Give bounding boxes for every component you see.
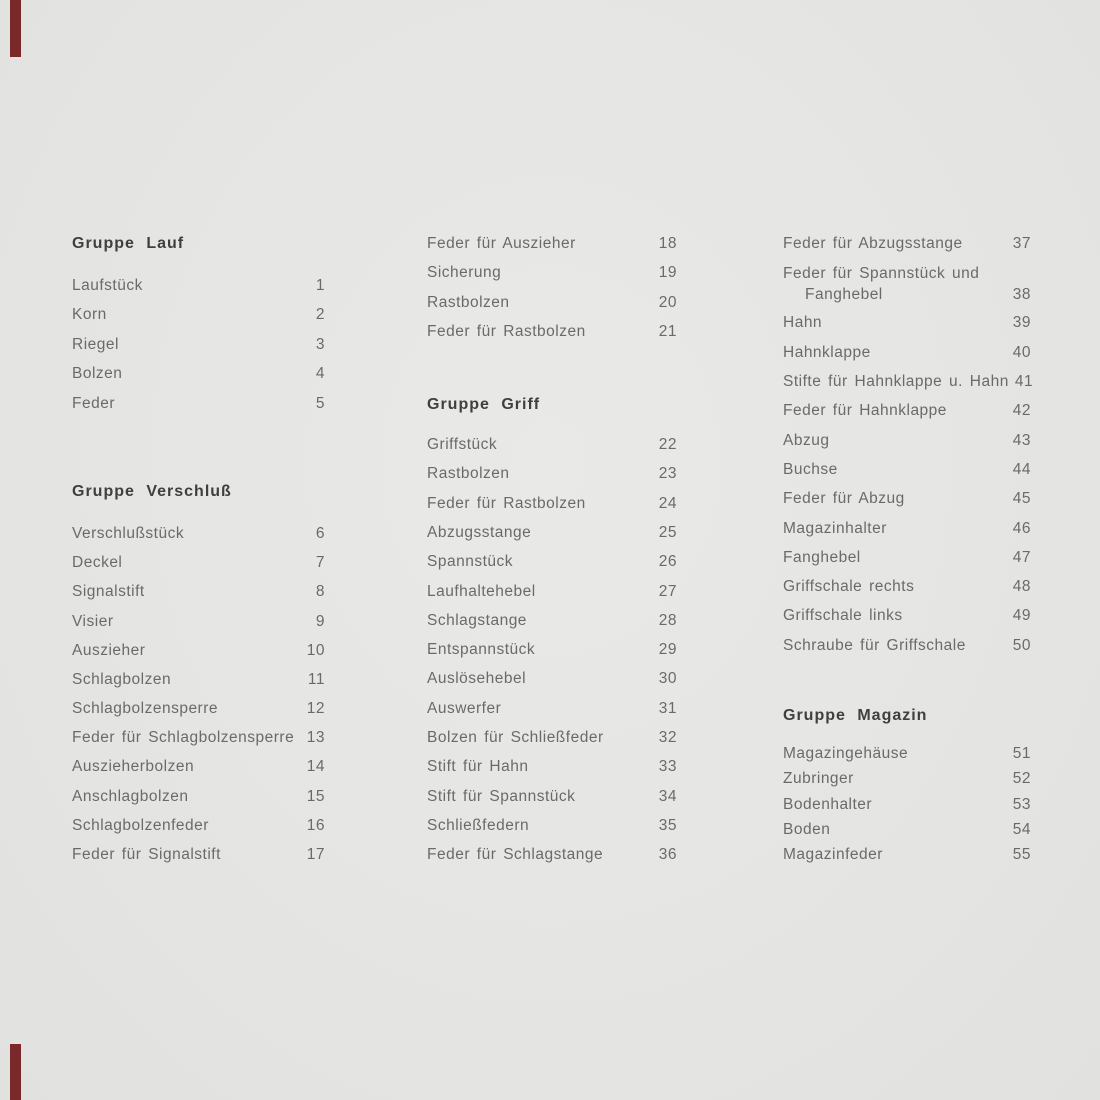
parts-row	[783, 426, 1031, 455]
parts-row	[427, 635, 677, 664]
part-number: 15	[306, 787, 325, 805]
part-label: Griffschale rechts	[783, 578, 915, 596]
part-label: Feder für Abzugsstange	[783, 234, 963, 252]
part-number: 51	[1012, 745, 1031, 763]
part-number: 35	[658, 816, 677, 834]
part-label: Feder für Hahnklappe	[783, 402, 947, 420]
group-items	[427, 430, 677, 869]
part-label: Schlagbolzenfeder	[72, 816, 209, 834]
part-number: 5	[315, 394, 325, 412]
group-items	[427, 229, 677, 346]
parts-row	[427, 259, 677, 288]
part-label: Buchse	[783, 460, 838, 478]
part-label: Fanghebel	[805, 285, 883, 303]
part-number: 34	[658, 787, 677, 805]
part-number: 46	[1012, 519, 1031, 537]
part-number: 44	[1012, 460, 1031, 478]
part-label: Rastbolzen	[427, 293, 510, 311]
part-label: Stift für Hahn	[427, 758, 529, 776]
part-number: 38	[1012, 285, 1031, 303]
part-number: 11	[307, 670, 325, 688]
group-title: Gruppe Magazin	[783, 707, 928, 724]
part-number: 49	[1012, 607, 1031, 625]
parts-row	[72, 519, 325, 548]
part-label: Deckel	[72, 554, 123, 572]
part-number: 18	[658, 234, 677, 252]
part-number: 36	[658, 846, 677, 864]
parts-row	[427, 518, 677, 547]
red-edge-mark-bottom	[10, 1044, 21, 1100]
part-number: 29	[658, 641, 677, 659]
part-number: 54	[1012, 820, 1031, 838]
part-number: 19	[658, 264, 677, 282]
part-number: 39	[1012, 314, 1031, 332]
part-label: Fanghebel	[783, 548, 861, 566]
parts-row	[72, 665, 325, 694]
parts-row	[783, 514, 1031, 543]
parts-row	[783, 455, 1031, 484]
parts-row	[72, 360, 325, 390]
group-title: Gruppe Verschluß	[72, 483, 232, 500]
part-number: 26	[658, 553, 677, 571]
part-number: 37	[1012, 234, 1031, 252]
part-number: 32	[658, 729, 677, 746]
part-label: Stifte für Hahnklappe u. Hahn	[783, 373, 1009, 391]
part-number: 20	[658, 293, 677, 311]
parts-row	[427, 548, 677, 577]
parts-row	[72, 607, 325, 636]
part-number: 14	[306, 758, 325, 776]
part-label: Auslösehebel	[427, 670, 527, 688]
parts-row	[427, 723, 677, 752]
parts-row	[427, 577, 677, 606]
parts-row	[427, 489, 677, 518]
parts-row	[72, 724, 325, 753]
part-label: Hahnklappe	[783, 343, 871, 361]
parts-row	[72, 549, 325, 578]
parts-row	[783, 817, 1031, 842]
part-label: Magazinhalter	[783, 519, 887, 537]
parts-row	[427, 665, 677, 694]
part-number: 33	[658, 758, 677, 776]
part-number: 43	[1012, 431, 1031, 449]
part-label: Schließfedern	[427, 816, 530, 834]
part-label: Abzugsstange	[427, 523, 532, 541]
part-number: 17	[306, 846, 325, 864]
parts-row	[72, 840, 325, 869]
column-lauf-verschluss	[72, 0, 325, 1100]
parts-row	[72, 753, 325, 782]
part-label: Boden	[783, 820, 831, 838]
parts-row	[427, 841, 677, 870]
part-number: 9	[315, 612, 325, 630]
part-label: Riegel	[72, 335, 119, 353]
parts-row	[783, 602, 1031, 631]
parts-row	[783, 631, 1031, 660]
part-label: Anschlagbolzen	[72, 787, 189, 805]
part-number: 16	[306, 816, 325, 834]
parts-row	[427, 753, 677, 782]
parts-row	[72, 811, 325, 840]
part-number: 21	[658, 323, 677, 340]
part-label: Feder für Spannstück und	[783, 264, 980, 282]
part-label: Rastbolzen	[427, 465, 510, 483]
part-label: Bolzen für Schließfeder	[427, 729, 604, 746]
part-label: Feder für Auszieher	[427, 234, 576, 252]
column-verschluss-griff	[427, 0, 677, 1100]
parts-row	[783, 485, 1031, 514]
part-label: Entspannstück	[427, 641, 536, 659]
part-label: Feder für Rastbolzen	[427, 494, 586, 512]
part-label: Visier	[72, 612, 114, 630]
parts-row	[72, 636, 325, 665]
part-label: Feder für Schlagstange	[427, 846, 604, 864]
part-number: 6	[315, 524, 325, 542]
part-number: 50	[1012, 636, 1031, 654]
part-label: Auszieherbolzen	[72, 758, 195, 776]
part-label: Laufstück	[72, 276, 143, 294]
part-label: Auszieher	[72, 641, 146, 659]
parts-row	[72, 578, 325, 607]
part-label: Schraube für Griffschale	[783, 636, 966, 654]
part-label: Feder	[72, 394, 115, 412]
part-number: 1	[315, 276, 325, 294]
part-label: Schlagstange	[427, 611, 527, 629]
part-number: 2	[315, 306, 325, 324]
part-number: 45	[1012, 490, 1031, 508]
group-items	[72, 271, 325, 419]
part-label: Feder für Rastbolzen	[427, 323, 586, 340]
parts-row	[783, 229, 1031, 258]
parts-row	[783, 543, 1031, 572]
parts-row	[427, 430, 677, 459]
part-number: 22	[658, 436, 677, 454]
part-number: 31	[658, 699, 677, 717]
part-label: Abzug	[783, 431, 830, 449]
parts-row	[783, 338, 1031, 367]
group-items	[72, 519, 325, 869]
parts-row	[72, 271, 325, 301]
parts-row	[783, 767, 1031, 792]
part-label: Feder für Abzug	[783, 490, 905, 508]
parts-row	[72, 782, 325, 811]
part-label: Stift für Spannstück	[427, 787, 576, 805]
part-number: 8	[315, 583, 325, 601]
part-label: Griffschale links	[783, 607, 903, 625]
part-label: Zubringer	[783, 770, 854, 788]
parts-row	[783, 259, 1031, 309]
parts-row	[427, 606, 677, 635]
part-number: 10	[306, 641, 325, 659]
part-label: Auswerfer	[427, 699, 502, 717]
part-label: Korn	[72, 306, 107, 324]
part-number: 55	[1012, 845, 1031, 863]
part-number: 48	[1012, 578, 1031, 596]
part-label: Signalstift	[72, 583, 145, 601]
parts-row	[783, 309, 1031, 338]
column-griff-magazin	[783, 0, 1034, 1100]
part-number: 4	[315, 365, 325, 383]
part-label: Verschlußstück	[72, 524, 185, 542]
part-label: Bolzen	[72, 365, 123, 383]
part-label: Bodenhalter	[783, 795, 873, 813]
part-number: 23	[658, 465, 677, 483]
part-label: Laufhaltehebel	[427, 582, 536, 600]
part-label: Spannstück	[427, 553, 513, 571]
part-label: Feder für Signalstift	[72, 846, 221, 864]
part-number: 13	[306, 729, 325, 747]
parts-row	[72, 330, 325, 360]
part-number: 40	[1012, 343, 1031, 361]
part-label: Schlagbolzen	[72, 670, 172, 688]
part-label: Sicherung	[427, 264, 502, 282]
part-number: 30	[658, 670, 677, 688]
part-label: Griffstück	[427, 436, 498, 454]
parts-row	[783, 742, 1031, 767]
parts-row	[783, 792, 1031, 817]
group-title: Gruppe Griff	[427, 396, 541, 413]
group-items	[783, 742, 1031, 868]
part-number: 3	[315, 335, 325, 353]
parts-row	[427, 288, 677, 317]
parts-row	[427, 317, 677, 346]
group-title: Gruppe Lauf	[72, 235, 185, 252]
part-label: Schlagbolzensperre	[72, 700, 219, 718]
part-label: Feder für Schlagbolzensperre	[72, 729, 295, 747]
parts-row	[427, 694, 677, 723]
parts-row	[72, 695, 325, 724]
parts-row	[72, 389, 325, 419]
part-number: 47	[1012, 548, 1031, 566]
part-number: 7	[315, 554, 325, 572]
parts-row	[427, 782, 677, 811]
part-label: Hahn	[783, 314, 823, 332]
part-label: Magazingehäuse	[783, 745, 909, 763]
parts-row	[427, 811, 677, 840]
part-number: 52	[1012, 770, 1031, 788]
part-number: 24	[658, 494, 677, 512]
parts-row	[783, 572, 1031, 601]
group-items	[783, 229, 1034, 660]
parts-row	[783, 397, 1031, 426]
parts-row	[72, 301, 325, 331]
red-edge-mark-top	[10, 0, 21, 57]
part-number: 41	[1014, 373, 1034, 391]
part-label: Magazinfeder	[783, 845, 883, 863]
part-number: 53	[1012, 795, 1031, 813]
part-number: 12	[306, 700, 325, 718]
part-label-continued	[783, 284, 1031, 305]
parts-row	[783, 367, 1034, 396]
parts-row	[427, 460, 677, 489]
part-number: 25	[658, 523, 677, 541]
part-number: 42	[1012, 402, 1031, 420]
part-number: 27	[658, 582, 677, 600]
parts-row	[783, 842, 1031, 867]
part-number: 28	[658, 611, 677, 629]
parts-row	[427, 229, 677, 258]
